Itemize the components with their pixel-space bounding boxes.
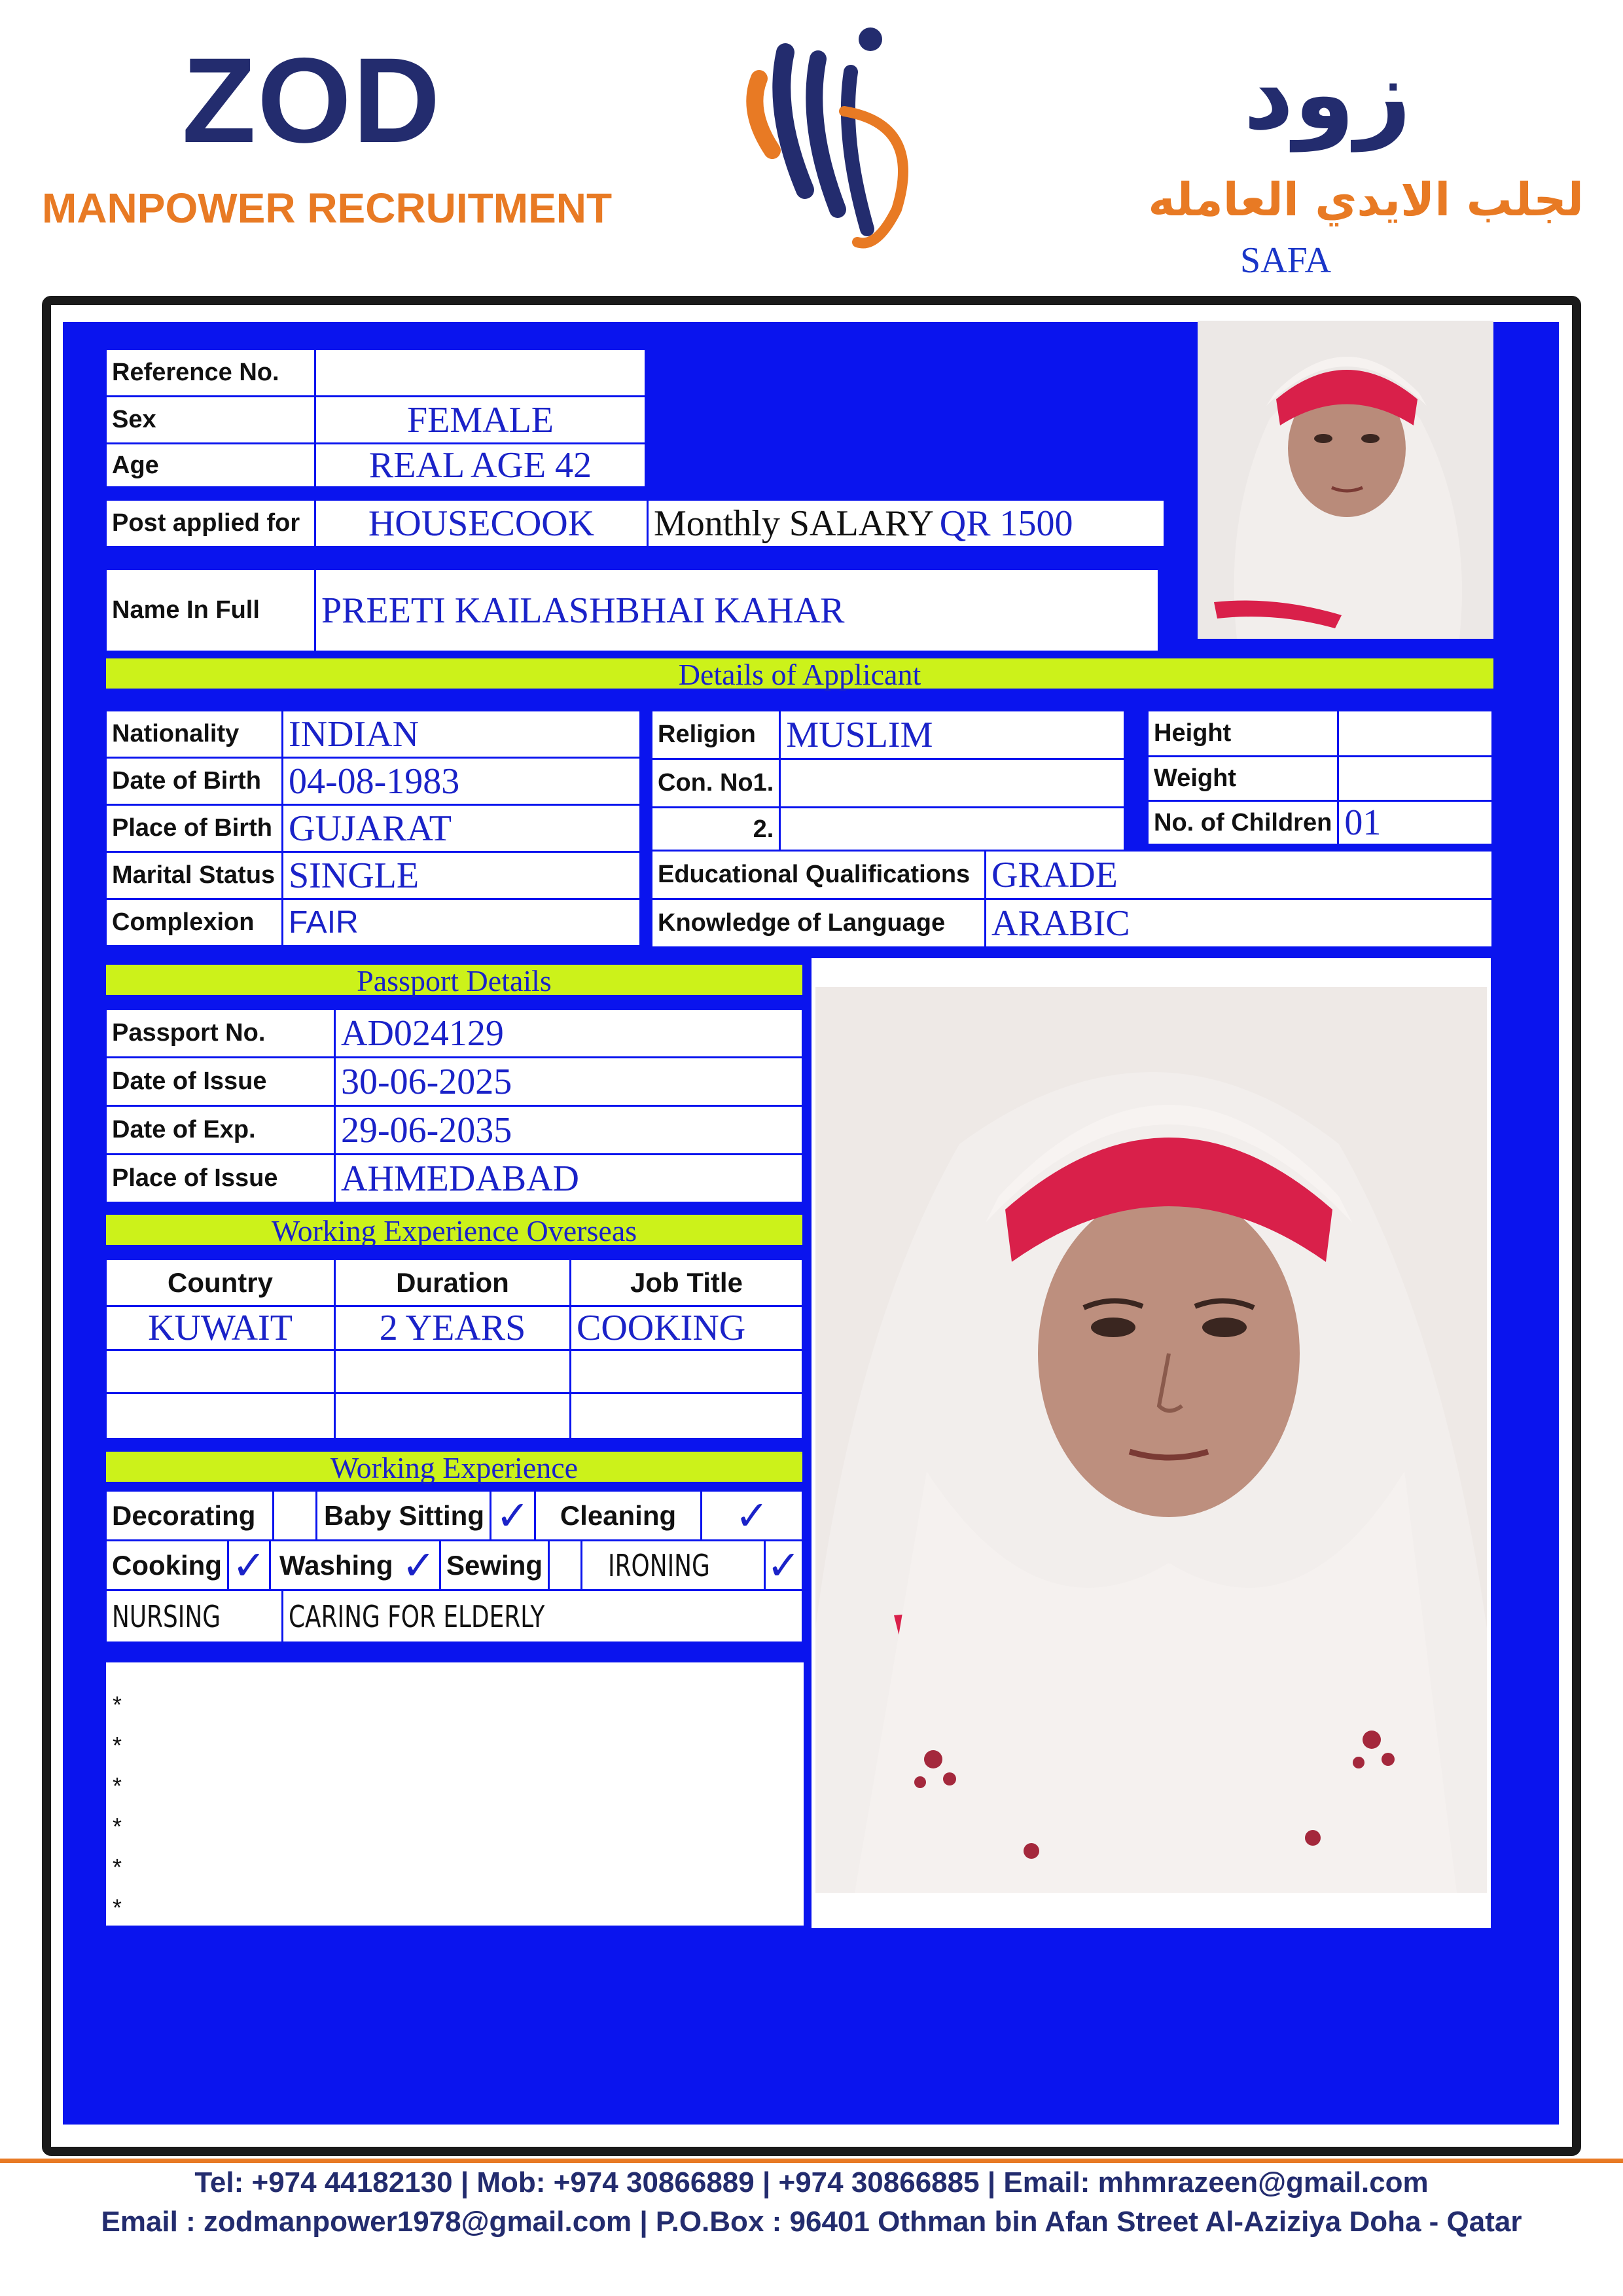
issue-place-label: Place of Issue <box>106 1155 335 1203</box>
post-salary-table <box>105 499 1164 548</box>
passport-no-value: AD024129 <box>335 1009 803 1058</box>
skill-cooking-check-icon: ✓ <box>228 1541 270 1590</box>
con2-value <box>780 808 1125 852</box>
marital-label: Marital Status <box>106 852 283 899</box>
language-value: ARABIC <box>986 899 1493 948</box>
nationality-label: Nationality <box>106 711 283 758</box>
skill-washing-check-icon: ✓ <box>398 1541 440 1590</box>
pob-label: Place of Birth <box>106 805 283 852</box>
age-value: REAL AGE 42 <box>315 444 646 488</box>
brand-logo-text: ZOD <box>182 33 442 168</box>
section-heading-overseas: Working Experience Overseas <box>106 1215 802 1245</box>
reference-value <box>315 350 646 397</box>
sex-value: FEMALE <box>315 397 646 444</box>
applicant-photo-large <box>812 958 1491 1928</box>
complexion-value: FAIR <box>283 899 641 946</box>
skills-table <box>105 1490 804 1541</box>
note-bullet: * <box>113 1732 122 1759</box>
table-row <box>106 1306 803 1350</box>
religion-value: MUSLIM <box>780 711 1125 759</box>
skill-baby-sitting-check-icon: ✓ <box>491 1491 535 1541</box>
skill-cleaning-label: Cleaning <box>535 1491 702 1541</box>
brand-emblem-icon <box>733 13 929 262</box>
brand-logo-arabic: زود <box>1243 38 1412 152</box>
portrait-illustration-small <box>1198 321 1493 639</box>
skill-cooking-label: Cooking <box>106 1541 228 1590</box>
section-heading-experience: Working Experience <box>106 1452 802 1482</box>
children-label: No. of Children <box>1148 801 1338 845</box>
skill-sewing-label: Sewing <box>440 1541 548 1590</box>
issue-date-label: Date of Issue <box>106 1058 335 1106</box>
skill-caring-label: CARING FOR ELDERLY <box>289 1598 545 1634</box>
skill-baby-sitting-label: Baby Sitting <box>317 1491 491 1541</box>
name-table <box>105 568 1160 653</box>
footer-contact-line2: Email : zodmanpower1978@gmail.com | P.O.Box : 96401 Othman bin Afan Street Al-Aziziya Doha - Qatar <box>101 2206 1522 2238</box>
reference-label: Reference No. <box>106 350 315 397</box>
note-bullet: * <box>113 1691 122 1718</box>
table-row <box>106 1393 803 1439</box>
applicant-personal-table <box>105 709 641 947</box>
note-bullet: * <box>113 1894 122 1921</box>
col-country: Country <box>106 1259 335 1306</box>
row-duration <box>335 1350 571 1393</box>
brand-subtitle: MANPOWER RECRUITMENT <box>42 185 613 232</box>
dob-label: Date of Birth <box>106 758 283 805</box>
col-duration: Duration <box>335 1259 571 1306</box>
language-label: Knowledge of Language <box>652 899 986 948</box>
name-value: PREETI KAILASHBHAI KAHAR <box>315 569 1159 652</box>
note-bullet: * <box>113 1854 122 1880</box>
issue-place-value: AHMEDABAD <box>335 1155 803 1203</box>
section-heading-passport: Passport Details <box>106 965 802 995</box>
skill-ironing-check-icon: ✓ <box>765 1541 803 1590</box>
note-bullet: * <box>113 1772 122 1799</box>
complexion-label: Complexion <box>106 899 283 946</box>
pob-value: GUJARAT <box>283 805 641 852</box>
row-job <box>571 1350 803 1393</box>
section-heading-applicant: Details of Applicant <box>106 658 1493 689</box>
branch-name: SAFA <box>1240 240 1332 281</box>
footer-rule <box>0 2159 1623 2163</box>
age-label: Age <box>106 444 315 488</box>
table-row <box>106 1350 803 1393</box>
physical-table <box>1147 709 1493 846</box>
brand-subtitle-arabic: لجلب الايدي العامله <box>1148 173 1584 226</box>
skills-table-row2 <box>105 1539 804 1591</box>
skill-decorating-check <box>274 1491 317 1541</box>
con1-label: Con. No1. <box>652 759 780 808</box>
salary-value: QR 1500 <box>939 503 1073 544</box>
dob-value: 04-08-1983 <box>283 758 641 805</box>
applicant-photo-small <box>1198 321 1493 639</box>
name-label: Name In Full <box>106 569 315 652</box>
exp-date-value: 29-06-2035 <box>335 1106 803 1155</box>
education-label: Educational Qualifications <box>652 851 986 899</box>
sex-label: Sex <box>106 397 315 444</box>
marital-value: SINGLE <box>283 852 641 899</box>
con1-value <box>780 759 1125 808</box>
overseas-table <box>105 1258 804 1440</box>
religion-label: Religion <box>652 711 780 759</box>
row-job: COOKING <box>571 1306 803 1350</box>
education-value: GRADE <box>986 851 1493 899</box>
issue-date-value: 30-06-2025 <box>335 1058 803 1106</box>
row-job <box>571 1393 803 1439</box>
note-bullet: * <box>113 1813 122 1840</box>
row-country <box>106 1393 335 1439</box>
basic-info-table <box>105 348 647 488</box>
height-value <box>1338 711 1493 757</box>
post-label: Post applied for <box>106 500 315 547</box>
row-country <box>106 1350 335 1393</box>
nationality-value: INDIAN <box>283 711 641 758</box>
education-language-table <box>651 850 1493 948</box>
skill-washing-label: Washing <box>270 1541 398 1590</box>
portrait-illustration-large <box>815 987 1487 1893</box>
height-label: Height <box>1148 711 1338 757</box>
passport-table <box>105 1008 804 1204</box>
footer-contact-line1: Tel: +974 44182130 | Mob: +974 30866889 | +974 30866885 | Email: mhmrazeen@gmail.com <box>194 2166 1429 2198</box>
salary-label: Monthly SALARY <box>654 503 934 544</box>
post-value: HOUSECOOK <box>315 500 648 547</box>
skill-decorating-label: Decorating <box>106 1491 274 1541</box>
religion-contact-table <box>651 709 1126 853</box>
row-duration <box>335 1393 571 1439</box>
con2-label: 2. <box>652 808 780 852</box>
skills-table-row3 <box>105 1589 804 1643</box>
skill-cleaning-check-icon: ✓ <box>702 1491 803 1541</box>
passport-no-label: Passport No. <box>106 1009 335 1058</box>
row-country: KUWAIT <box>106 1306 335 1350</box>
weight-label: Weight <box>1148 757 1338 801</box>
skill-nursing-label: NURSING <box>112 1598 221 1634</box>
children-value: 01 <box>1338 801 1493 845</box>
skill-sewing-check <box>549 1541 582 1590</box>
row-duration: 2 YEARS <box>335 1306 571 1350</box>
notes-box <box>106 1662 804 1926</box>
skill-ironing-label: IRONING <box>607 1547 710 1583</box>
exp-date-label: Date of Exp. <box>106 1106 335 1155</box>
col-job-title: Job Title <box>571 1259 803 1306</box>
weight-value <box>1338 757 1493 801</box>
